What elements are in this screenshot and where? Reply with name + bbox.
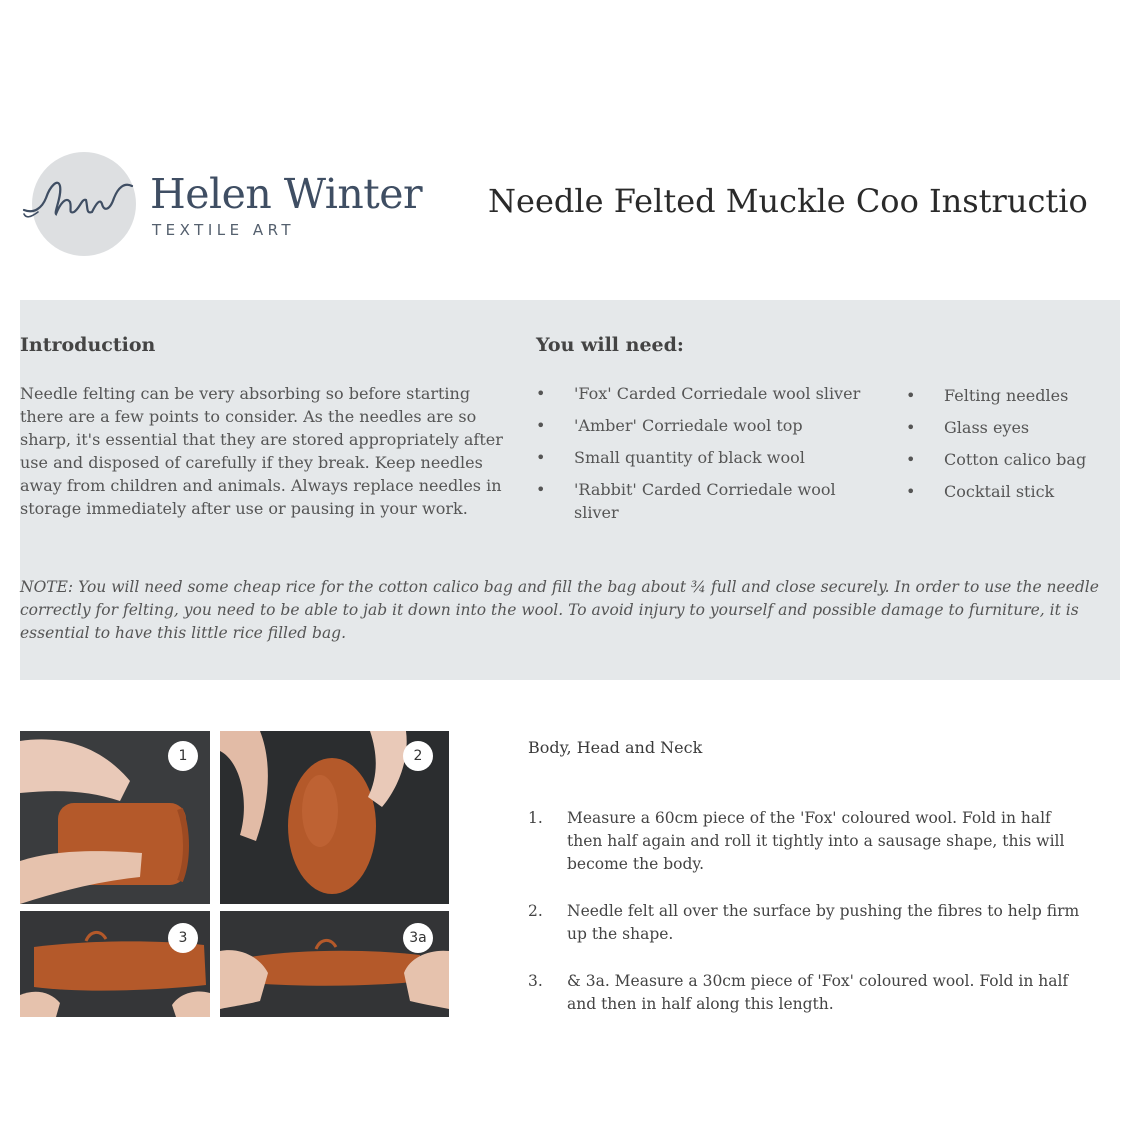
step-item: [528, 900, 1088, 946]
step-text: Measure a 60cm piece of the 'Fox' coloured wool. Fold in half then half again and roll it tightly into a sausage shape, this will become the body.: [567, 809, 1065, 873]
requirements-list-materials: [536, 382, 866, 533]
step-badge: 3: [168, 923, 198, 953]
list-item: • Glass eyes: [906, 418, 1030, 437]
step-number: 1.: [528, 809, 543, 827]
step-photo-1: [20, 731, 210, 904]
bullet-icon: •: [536, 416, 546, 435]
step-photo-3a: [220, 911, 449, 1017]
step-item: [528, 970, 1088, 1016]
note-text: NOTE: You will need some cheap rice for the cotton calico bag and fill the bag about ¾ full and close securely. In order to use the needle correctly for felting, you need to be able to jab it down into the wool. To avoid injury to yourself and possible damage to furniture, it is essential to have this little rice filled bag.: [20, 578, 1099, 642]
bullet-icon: •: [906, 482, 916, 501]
list-item: • Felting needles: [906, 386, 1069, 405]
step-item: [528, 807, 1088, 876]
step-photo-2: [220, 731, 449, 904]
bullet-icon: •: [906, 450, 916, 469]
step-text: & 3a. Measure a 30cm piece of 'Fox' coloured wool. Fold in half and then in half along this length.: [567, 972, 1069, 1013]
requirements-heading: You will need:: [536, 334, 684, 356]
list-item: • 'Rabbit' Carded Corriedale wool sliver: [536, 480, 836, 522]
instruction-steps: [528, 807, 1088, 1016]
list-item: • 'Amber' Corriedale wool top: [536, 416, 803, 435]
step-number: 2.: [528, 902, 543, 920]
info-panel: [20, 300, 1120, 680]
step-badge: 3a: [403, 923, 433, 953]
section-heading: Body, Head and Neck: [528, 738, 703, 757]
bullet-icon: •: [906, 386, 916, 405]
introduction-text: Needle felting can be very absorbing so before starting there are a few points to consider. As the needles are so sharp, it's essential that they are stored appropriately after use and disposed of carefully if they break. Keep needles away from children and animals. Always replace needles in storage immediately after use or pausing in your work.: [20, 384, 503, 518]
logo-subtitle: TEXTILE ART: [152, 221, 296, 239]
introduction-heading: Introduction: [20, 334, 156, 356]
logo-monogram: [20, 168, 150, 228]
list-item: • Cotton calico bag: [906, 450, 1087, 469]
bullet-icon: •: [906, 418, 916, 437]
step-number: 3.: [528, 972, 543, 990]
step-badge: 2: [403, 741, 433, 771]
requirements-list-tools: [906, 384, 1106, 512]
step-text: Needle felt all over the surface by pushing the fibres to help firm up the shape.: [567, 902, 1080, 943]
list-item: • Small quantity of black wool: [536, 448, 805, 467]
bullet-icon: •: [536, 448, 546, 467]
document-title: Needle Felted Muckle Coo Instructio: [488, 182, 1088, 220]
bullet-icon: •: [536, 480, 546, 499]
step-photo-3: [20, 911, 210, 1017]
list-item: • 'Fox' Carded Corriedale wool sliver: [536, 384, 861, 403]
bullet-icon: •: [536, 384, 546, 403]
list-item: • Cocktail stick: [906, 482, 1055, 501]
logo-name: Helen Winter: [150, 170, 423, 218]
step-badge: 1: [168, 741, 198, 771]
